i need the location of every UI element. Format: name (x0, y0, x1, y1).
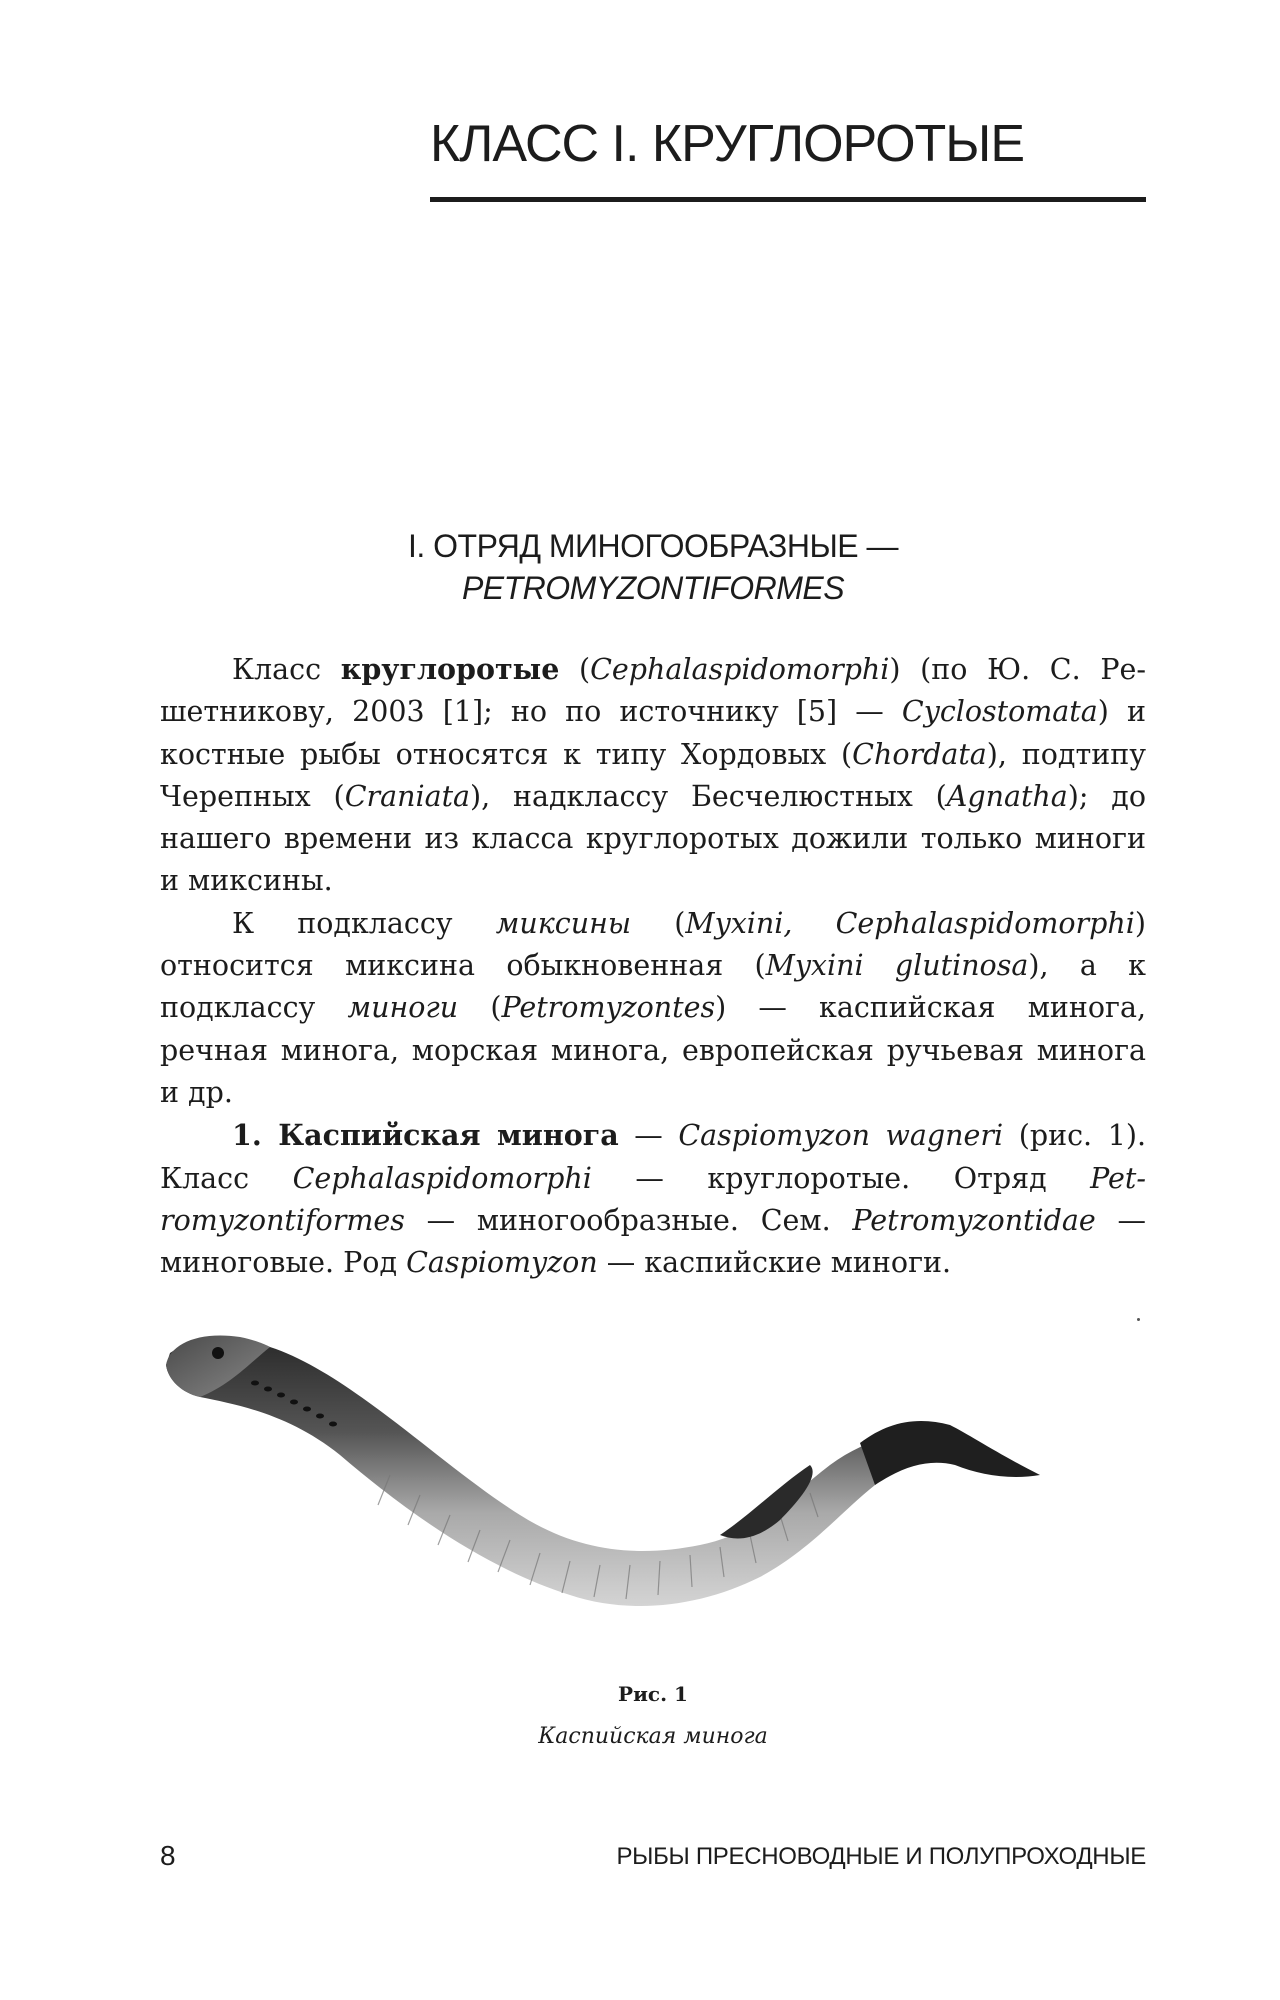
paragraph-3 (160, 1114, 1146, 1284)
figure-number: Рис. 1 (618, 1682, 688, 1706)
text-run: Craniata (344, 779, 471, 813)
text-run: Petromyzontiformes (160, 1161, 1146, 1237)
lamprey-eye (212, 1347, 224, 1359)
text-run: — каспийские миноги. (597, 1246, 952, 1280)
text-run: Cyclostomata (901, 695, 1098, 729)
text-run: 1. Каспийская минога (232, 1118, 619, 1153)
text-run: Myxini, Cephalaspidomorphi (685, 906, 1135, 940)
text-run: Класс (232, 653, 341, 686)
chapter-title-rule (430, 197, 1146, 202)
text-run: К подклассу (232, 906, 496, 940)
section-heading-latin: PETROMYZONTIFORMES (461, 570, 845, 606)
text-run: миксины (495, 906, 632, 940)
text-run: ) (по Ю. С. Решетникову, 2003 [1]; но по источнику [5] — (160, 653, 1146, 729)
running-footer-title: РЫБЫ ПРЕСНОВОДНЫЕ И ПОЛУПРОХОДНЫЕ (616, 1843, 1146, 1870)
text-run: — миноговые. Род (160, 1203, 1146, 1280)
text-run: ) и костные рыбы относятся к типу Хордовых ( (160, 695, 1146, 771)
figure-caption: Каспийская минога (538, 1724, 768, 1749)
text-run: Chordata (852, 737, 987, 771)
text-run: ); до нашего времени из класса круглоротых дожили только миноги и миксины. (160, 779, 1146, 898)
text-run: ) относится миксина обыкновенная ( (160, 906, 1147, 983)
text-run: Caspiomyzon wagneri (678, 1119, 1004, 1153)
text-run: ), подтипу Черепных ( (160, 737, 1146, 813)
text-run: ) — каспийская минога, речная минога, морская минога, европейская ручьевая минога и др. (160, 991, 1146, 1109)
text-run: Petromyzontes (501, 991, 716, 1025)
text-run: Agnatha (946, 779, 1068, 813)
text-run: ), надклассу Бесчелюстных ( (470, 779, 947, 813)
section-heading-text: I. ОТРЯД МИНОГООБРАЗНЫЕ — (407, 528, 899, 564)
paragraph-2 (160, 903, 1146, 1114)
chapter-title: КЛАСС I. КРУГЛОРОТЫЕ (430, 115, 1024, 173)
text-run: — миногообразные. Сем. (404, 1203, 853, 1237)
lamprey-tail-fin (860, 1421, 1040, 1485)
text-run: (рис. 1). Класс (160, 1119, 1146, 1195)
text-run: ( (458, 991, 502, 1025)
text-run: — (618, 1119, 679, 1153)
figure-lamprey (160, 1325, 1070, 1645)
lamprey-illustration (160, 1325, 1070, 1645)
text-run: Caspiomyzon (406, 1246, 598, 1280)
text-run: миноги (347, 991, 459, 1025)
text-run: — круглоротые. Отряд (591, 1161, 1091, 1195)
text-run: Cephalaspidomorphi (590, 653, 890, 686)
text-run: ( (559, 653, 591, 686)
text-run: Petromyzontidae (852, 1203, 1096, 1237)
lamprey-body (166, 1339, 945, 1606)
section-heading (160, 525, 1146, 609)
page-number: 8 (160, 1840, 176, 1871)
body-text (160, 648, 1146, 1284)
paragraph-1 (160, 648, 1146, 903)
text-run: круглоротые (340, 652, 560, 686)
text-run: ), а к подклассу (160, 949, 1146, 1025)
text-run: Myxini glutinosa (765, 949, 1029, 983)
text-run: Cephalaspidomorphi (292, 1161, 592, 1195)
text-run: ( (631, 906, 686, 940)
print-speck (1137, 1318, 1140, 1321)
